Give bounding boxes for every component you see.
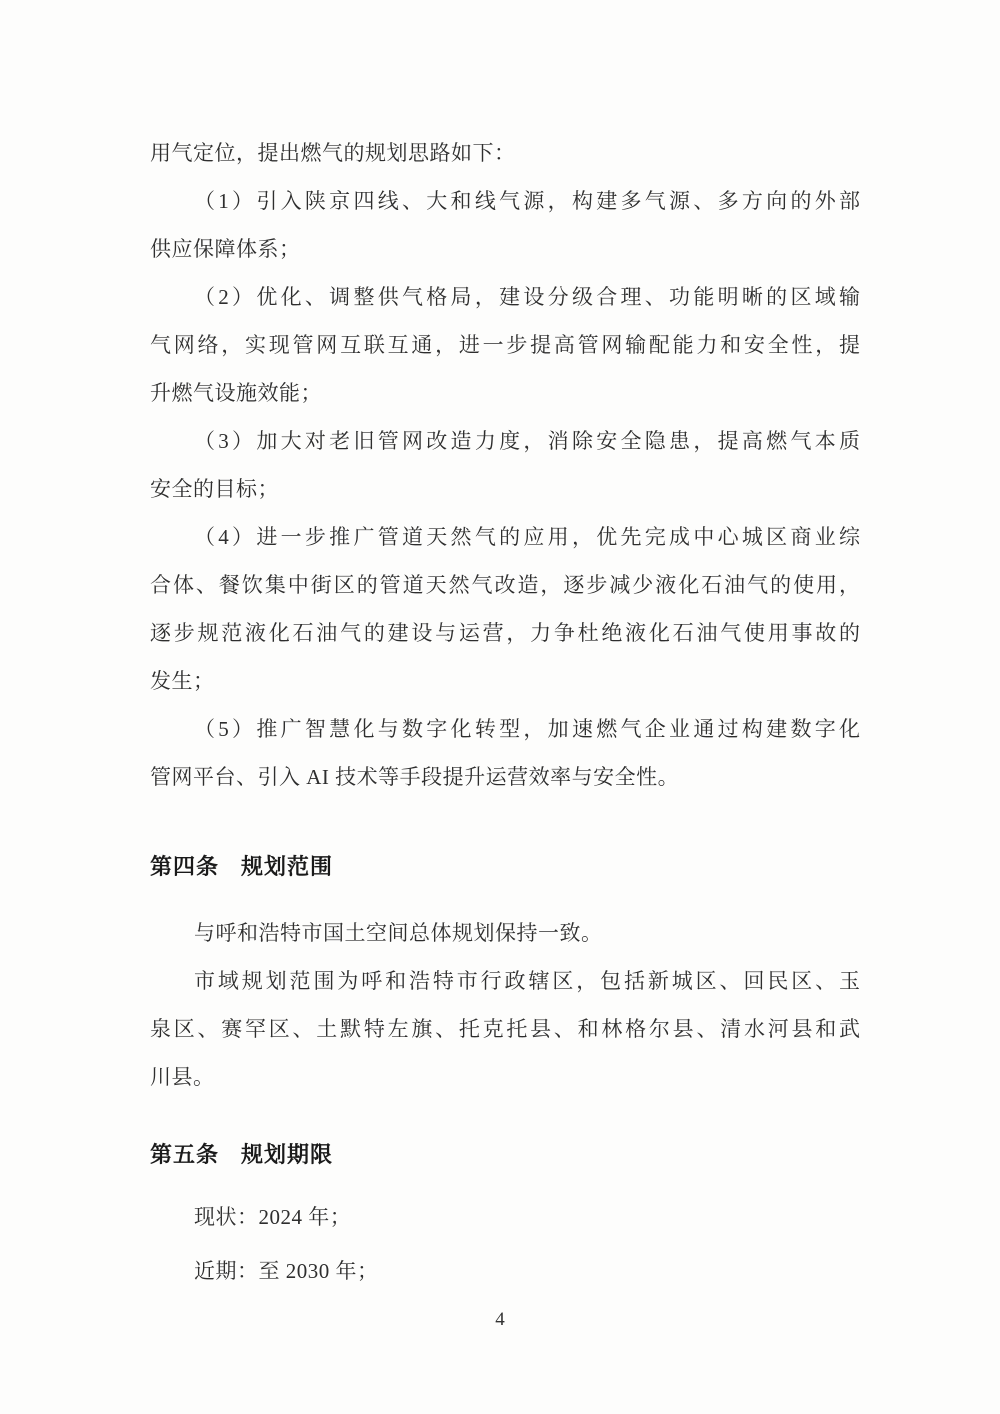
text-line: 近期：至 2030 年； [194, 1259, 379, 1283]
article-title: 规划期限 [241, 1142, 334, 1167]
paragraph-intro [150, 129, 860, 177]
paragraph-scope-1 [150, 909, 860, 957]
article-heading-4 [150, 843, 860, 891]
paragraph-scope-2 [150, 957, 860, 1101]
article-title: 规划范围 [241, 854, 334, 879]
text-line: （5）推广智慧化与数字化转型，加速燃气企业通过构建数字化 [194, 717, 860, 741]
text-line: 用气定位，提出燃气的规划思路如下： [150, 141, 516, 165]
article-number: 第五条 [150, 1142, 220, 1167]
text-line: 供应保障体系； [150, 237, 301, 261]
text-line: 川县。 [150, 1065, 215, 1089]
paragraph-period-current [150, 1193, 860, 1241]
article-heading-5 [150, 1131, 860, 1179]
body-text [150, 129, 860, 1295]
text-line: 升燃气设施效能； [150, 381, 322, 405]
text-line: 现状：2024 年； [194, 1205, 352, 1229]
paragraph-item-3 [150, 417, 860, 513]
paragraph-item-1 [150, 177, 860, 273]
text-line: 合体、餐饮集中街区的管道天然气改造，逐步减少液化石油气的使用， [150, 573, 860, 597]
text-line: 与呼和浩特市国土空间总体规划保持一致。 [194, 921, 603, 945]
paragraph-item-2 [150, 273, 860, 417]
text-line: 发生； [150, 669, 215, 693]
text-line: （4）进一步推广管道天然气的应用，优先完成中心城区商业综 [194, 525, 860, 549]
text-line: 安全的目标； [150, 477, 279, 501]
text-line: 泉区、赛罕区、土默特左旗、托克托县、和林格尔县、清水河县和武 [150, 1017, 860, 1041]
page-number: 4 [495, 1309, 505, 1330]
paragraph-item-5 [150, 705, 860, 801]
article-number: 第四条 [150, 854, 220, 879]
text-line: （3）加大对老旧管网改造力度，消除安全隐患，提高燃气本质 [194, 429, 860, 453]
text-line: 气网络，实现管网互联互通，进一步提高管网输配能力和安全性，提 [150, 333, 860, 357]
text-line: 管网平台、引入 AI 技术等手段提升运营效率与安全性。 [150, 765, 680, 789]
text-line: （2）优化、调整供气格局，建设分级合理、功能明晰的区域输 [194, 285, 860, 309]
text-line: 逐步规范液化石油气的建设与运营，力争杜绝液化石油气使用事故的 [150, 621, 860, 645]
text-line: （1）引入陕京四线、大和线气源，构建多气源、多方向的外部 [194, 189, 860, 213]
paragraph-period-near [150, 1247, 860, 1295]
text-line: 市域规划范围为呼和浩特市行政辖区，包括新城区、回民区、玉 [194, 969, 860, 993]
paragraph-item-4 [150, 513, 860, 705]
